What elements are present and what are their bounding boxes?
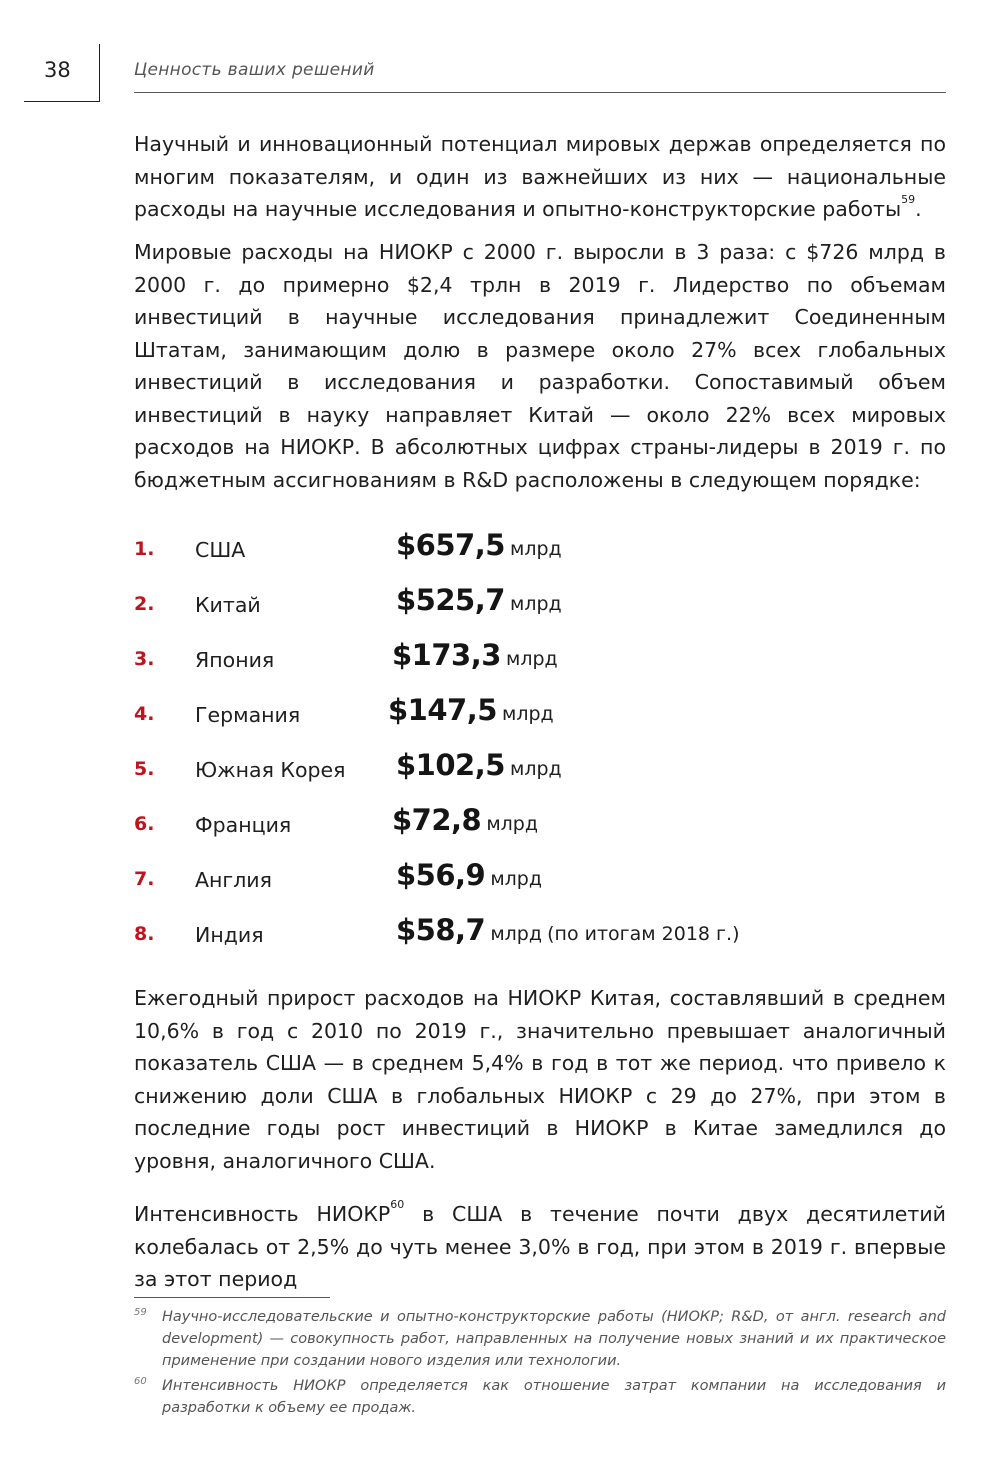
rank-value <box>396 913 739 947</box>
rank-amount: $147,5 <box>388 693 497 727</box>
paragraph-china-growth: Ежегодный прирост расходов на НИОКР Китая, составлявший в среднем 10,6% в год с 2010 по 2019 г., значительно превышает аналогичный показатель США — в среднем 5,4% в год в тот же период. что привело к снижению доли США в глобальных НИОКР с 29 до 27%, при этом в последние годы рост инвестиций в НИОКР в Китае замедлился до уровня, аналогичного США. <box>134 986 946 1173</box>
rank-amount: $72,8 <box>392 803 482 837</box>
footnote-ref-59[interactable]: 59 <box>901 193 916 206</box>
rank-number: 4. <box>134 703 155 725</box>
paragraph-intro-text: Научный и инновационный потенциал мировых держав определяется по многим показателям, и один из важнейших из них — национальные расходы на научные исследования и опытно-конструкторские работы <box>134 132 946 221</box>
header-rule <box>134 92 946 93</box>
footnotes <box>134 1306 946 1422</box>
rank-note: (по итогам 2018 г.) <box>547 923 740 945</box>
rank-country: Китай <box>195 593 261 617</box>
paragraph-intro-end: . <box>915 197 922 221</box>
rank-unit: млрд <box>490 923 543 945</box>
rank-country: Южная Корея <box>195 758 346 782</box>
footnote-ref-60[interactable]: 60 <box>390 1198 405 1211</box>
rank-unit: млрд <box>510 758 562 780</box>
country-ranking-list <box>134 528 946 968</box>
footnote-60 <box>134 1375 946 1419</box>
rank-number: 1. <box>134 538 155 560</box>
footnote-59 <box>134 1306 946 1372</box>
rank-number: 3. <box>134 648 155 670</box>
rank-unit: млрд <box>510 593 562 615</box>
rank-value <box>396 748 562 782</box>
rank-unit: млрд <box>490 868 543 890</box>
rank-unit: млрд <box>510 538 562 560</box>
rank-amount: $173,3 <box>392 638 501 672</box>
list-item <box>134 858 946 913</box>
running-head: Ценность ваших решений <box>134 60 375 80</box>
paragraph-intensity-end: в США в течение почти двух десятилетий колебалась от 2,5% до чуть менее 3,0% в год, при этом в 2019 г. впервые за этот период <box>134 1202 946 1291</box>
rank-number: 6. <box>134 813 155 835</box>
list-item <box>134 748 946 803</box>
page-number: 38 <box>44 58 71 82</box>
rank-unit: млрд <box>506 648 558 670</box>
rank-value <box>392 638 558 672</box>
paragraph-intro <box>134 128 946 226</box>
list-item <box>134 528 946 583</box>
rank-value <box>388 693 554 727</box>
rank-country: США <box>195 538 246 562</box>
rank-value <box>396 858 542 892</box>
rank-country: Германия <box>195 703 301 727</box>
footnote-text: Интенсивность НИОКР определяется как отношение затрат компании на исследования и разработки к объему ее продаж. <box>162 1378 946 1416</box>
footnote-mark: 59 <box>134 1307 147 1318</box>
list-item <box>134 583 946 638</box>
list-item <box>134 803 946 858</box>
rank-country: Индия <box>195 923 264 947</box>
rank-amount: $56,9 <box>396 858 486 892</box>
paragraph-intensity <box>134 1198 946 1296</box>
paragraph-intensity-start: Интенсивность НИОКР <box>134 1202 391 1226</box>
rank-unit: млрд <box>502 703 554 725</box>
rank-unit: млрд <box>486 813 539 835</box>
list-item <box>134 693 946 748</box>
rank-country: Англия <box>195 868 272 892</box>
rank-value <box>392 803 538 837</box>
list-item <box>134 913 946 968</box>
rank-value <box>396 583 562 617</box>
rank-number: 2. <box>134 593 155 615</box>
rank-number: 5. <box>134 758 155 780</box>
rank-amount: $657,5 <box>396 528 505 562</box>
rank-amount: $102,5 <box>396 748 505 782</box>
footnote-mark: 60 <box>134 1376 147 1387</box>
rank-number: 8. <box>134 923 155 945</box>
footnote-rule <box>134 1297 330 1298</box>
rank-number: 7. <box>134 868 155 890</box>
rank-amount: $58,7 <box>396 913 486 947</box>
list-item <box>134 638 946 693</box>
footnote-text: Научно-исследовательские и опытно-конструкторские работы (НИОКР; R&D, от англ. research and development) — совокупность работ, направленных на получение новых знаний и их практическое применение при создании нового изделия или технологии. <box>162 1309 946 1369</box>
paragraph-world-spending: Мировые расходы на НИОКР с 2000 г. выросли в 3 раза: с $726 млрд в 2000 г. до примерно $2,4 трлн в 2019 г. Лидерство по объемам инвестиций в научные исследования принадлежит Соединенным Штатам, занимающим долю в размере около 27% всех глобальных инвестиций в исследования и разработки. Сопоставимый объем инвестиций в науку направляет Китай — около 22% всех мировых расходов на НИОКР. В абсолютных цифрах страны-лидеры в 2019 г. по бюджетным ассигнованиям в R&D расположены в следующем порядке: <box>134 240 946 492</box>
rank-value <box>396 528 562 562</box>
rank-country: Япония <box>195 648 275 672</box>
rank-country: Франция <box>195 813 292 837</box>
rank-amount: $525,7 <box>396 583 505 617</box>
